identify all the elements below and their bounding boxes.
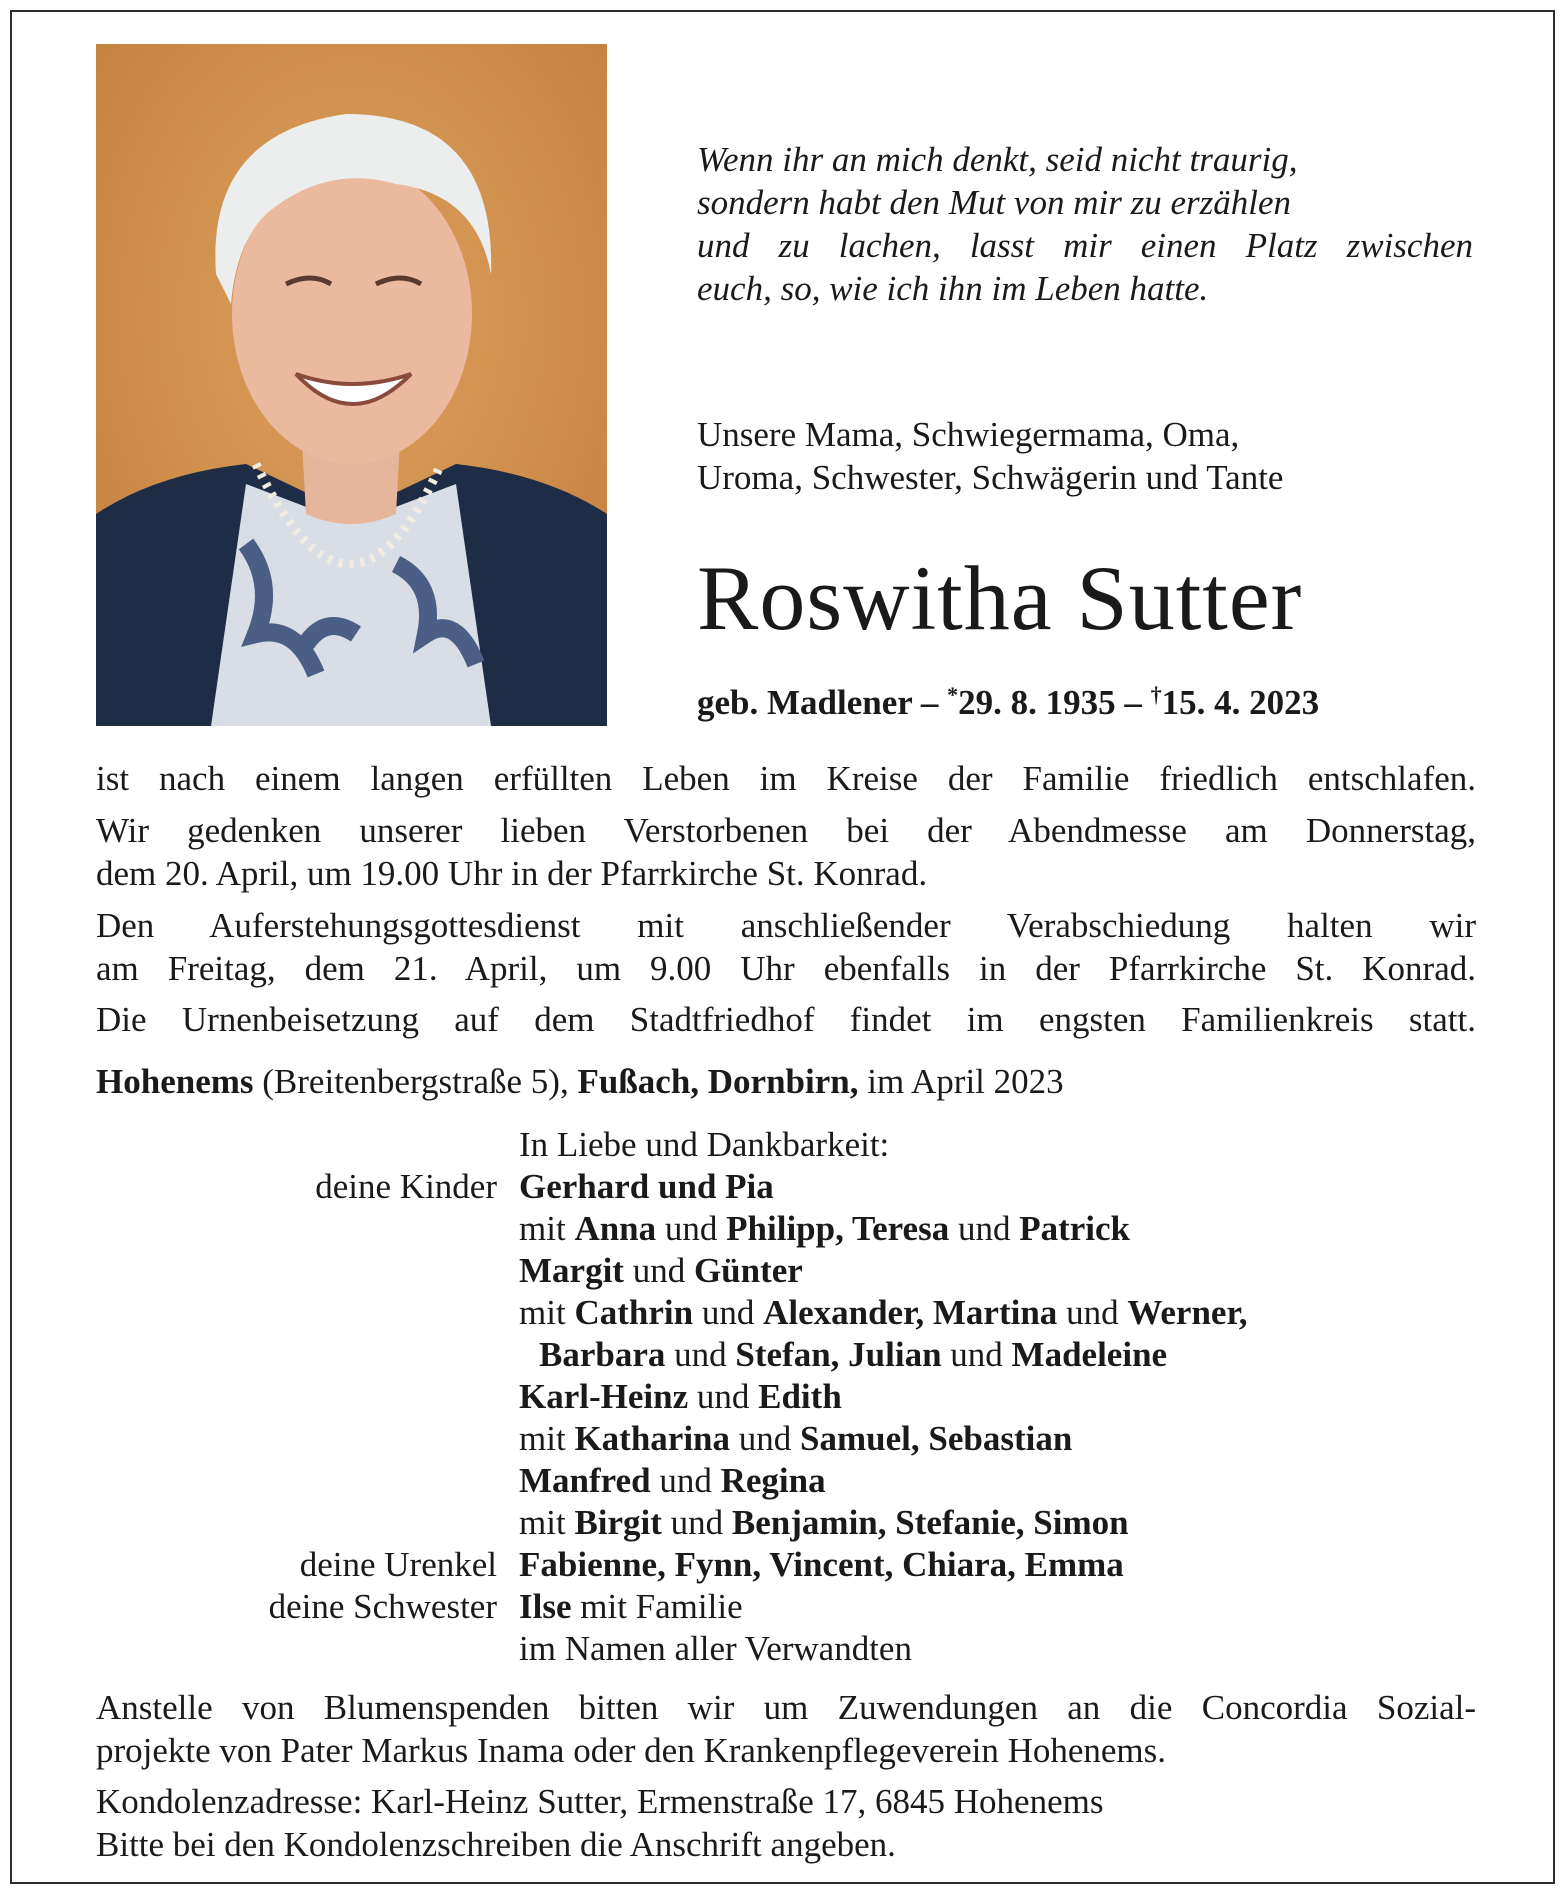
condolence-address [96, 1780, 1476, 1866]
word-und: und [670, 1503, 724, 1542]
death-date: 15. 4. 2023 [1161, 683, 1320, 722]
mourner-name: Anna [574, 1209, 657, 1248]
mourner-name: Katharina [574, 1419, 731, 1458]
intro-line: Unsere Mama, Schwiegermama, Oma, [697, 415, 1240, 454]
birth-star-icon: * [947, 682, 959, 707]
mourner-name: Madeleine [1011, 1335, 1168, 1374]
quote-line: und zu lachen, lasst mir einen Platz zwischen [697, 226, 1473, 265]
paragraph-passing [96, 757, 1476, 800]
word-und: und [1066, 1293, 1119, 1332]
life-dates [697, 682, 1319, 723]
mourner-name: Alexander, Martina [763, 1293, 1058, 1332]
word-mit: mit [519, 1503, 566, 1542]
mourner-name: Stefan, Julian [735, 1335, 942, 1374]
mourner-name: Regina [720, 1461, 826, 1500]
relationship-intro [697, 413, 1283, 499]
mourner-name: Benjamin, Stefanie, Simon [731, 1503, 1129, 1542]
mourner-name: und Pia [658, 1167, 774, 1206]
maiden-name: geb. Madlener [697, 683, 913, 722]
place-names: Fußach, Dornbirn, [577, 1062, 859, 1101]
mourner-name: Samuel, Sebastian [800, 1419, 1073, 1458]
mourner-name: Werner, [1127, 1293, 1248, 1332]
label-sister: deine Schwester [268, 1587, 497, 1626]
mourner-name: Margit [519, 1251, 624, 1290]
word-und: und [957, 1209, 1011, 1248]
birth-date: 29. 8. 1935 [958, 683, 1116, 722]
word-mit: mit [519, 1293, 566, 1332]
mourner-name: Gerhard [519, 1167, 650, 1206]
text-line: ist nach einem langen erfüllten Leben im Kreise der Familie friedlich entschlafen. [96, 759, 1476, 798]
word-und: und [664, 1209, 718, 1248]
label-great-grandchildren: deine Urenkel [299, 1545, 497, 1584]
mourners-list [96, 1124, 1496, 1670]
text-line: Wir gedenken unserer lieben Verstorbenen bei der Abendmesse am Donnerstag, [96, 811, 1476, 850]
mourner-name: Ilse [519, 1587, 572, 1626]
word-und: und [701, 1293, 755, 1332]
deceased-name: Roswitha Sutter [697, 547, 1303, 649]
mourner-name: Patrick [1019, 1209, 1130, 1248]
place-and-date [96, 1060, 1476, 1103]
mourner-name: Birgit [574, 1503, 662, 1542]
text-line: am Freitag, dem 21. April, um 9.00 Uhr ebenfalls in der Pfarrkirche St. Konrad. [96, 949, 1476, 988]
death-cross-icon: † [1150, 682, 1162, 707]
paragraph-funeral-service [96, 904, 1476, 990]
mourner-name: Barbara [539, 1335, 666, 1374]
text-line: Bitte bei den Kondolenzschreiben die Anschrift angeben. [96, 1825, 896, 1864]
label-children: deine Kinder [315, 1167, 497, 1206]
paragraph-evening-mass [96, 809, 1476, 895]
place-name: Hohenems [96, 1062, 254, 1101]
on-behalf-line: im Namen aller Verwandten [519, 1629, 912, 1668]
quote-line: euch, so, wie ich ihn im Leben hatte. [697, 269, 1209, 308]
word-und: und [674, 1335, 727, 1374]
text-line: projekte von Pater Markus Inama oder den Krankenpflegeverein Hohenems. [96, 1731, 1167, 1770]
text-line: Die Urnenbeisetzung auf dem Stadtfriedhof findet im engsten Familienkreis statt. [96, 1000, 1476, 1039]
word-und: und [950, 1335, 1003, 1374]
paragraph-urn-burial [96, 998, 1476, 1041]
quote-line: Wenn ihr an mich denkt, seid nicht traurig, [697, 140, 1298, 179]
mourner-name: Cathrin [574, 1293, 694, 1332]
quote-line: sondern habt den Mut von mir zu erzählen [697, 183, 1291, 222]
mourners-heading: In Liebe und Dankbarkeit: [519, 1125, 890, 1164]
donation-request [96, 1686, 1476, 1772]
dash: – [1124, 683, 1142, 722]
text-line: dem 20. April, um 19.00 Uhr in der Pfarrkirche St. Konrad. [96, 854, 928, 893]
date-line: im April 2023 [867, 1062, 1064, 1101]
mourner-name: Günter [693, 1251, 803, 1290]
word-mit: mit [519, 1209, 566, 1248]
word-und: und [659, 1461, 712, 1500]
word-mit: mit [519, 1419, 566, 1458]
mourner-name: Edith [758, 1377, 842, 1416]
intro-line: Uroma, Schwester, Schwägerin und Tante [697, 458, 1284, 497]
mourner-name: Manfred [519, 1461, 651, 1500]
mourner-name: Karl-Heinz [519, 1377, 689, 1416]
mourner-name: Philipp, Teresa [726, 1209, 950, 1248]
with-family: mit Familie [580, 1587, 743, 1626]
mourner-name: Fabienne, Fynn, Vincent, Chiara, Emma [519, 1545, 1124, 1584]
text-line: Kondolenzadresse: Karl-Heinz Sutter, Ermenstraße 17, 6845 Hohenems [96, 1782, 1104, 1821]
dash: – [920, 683, 939, 722]
address: (Breitenbergstraße 5), [262, 1062, 569, 1101]
text-line: Den Auferstehungsgottesdienst mit anschließender Verabschiedung halten wir [96, 906, 1476, 945]
word-und: und [696, 1377, 750, 1416]
word-und: und [632, 1251, 686, 1290]
memorial-quote [697, 138, 1473, 310]
text-line: Anstelle von Blumenspenden bitten wir um Zuwendungen an die Concordia Sozial- [96, 1688, 1476, 1727]
portrait-photo [96, 44, 607, 726]
word-und: und [738, 1419, 792, 1458]
